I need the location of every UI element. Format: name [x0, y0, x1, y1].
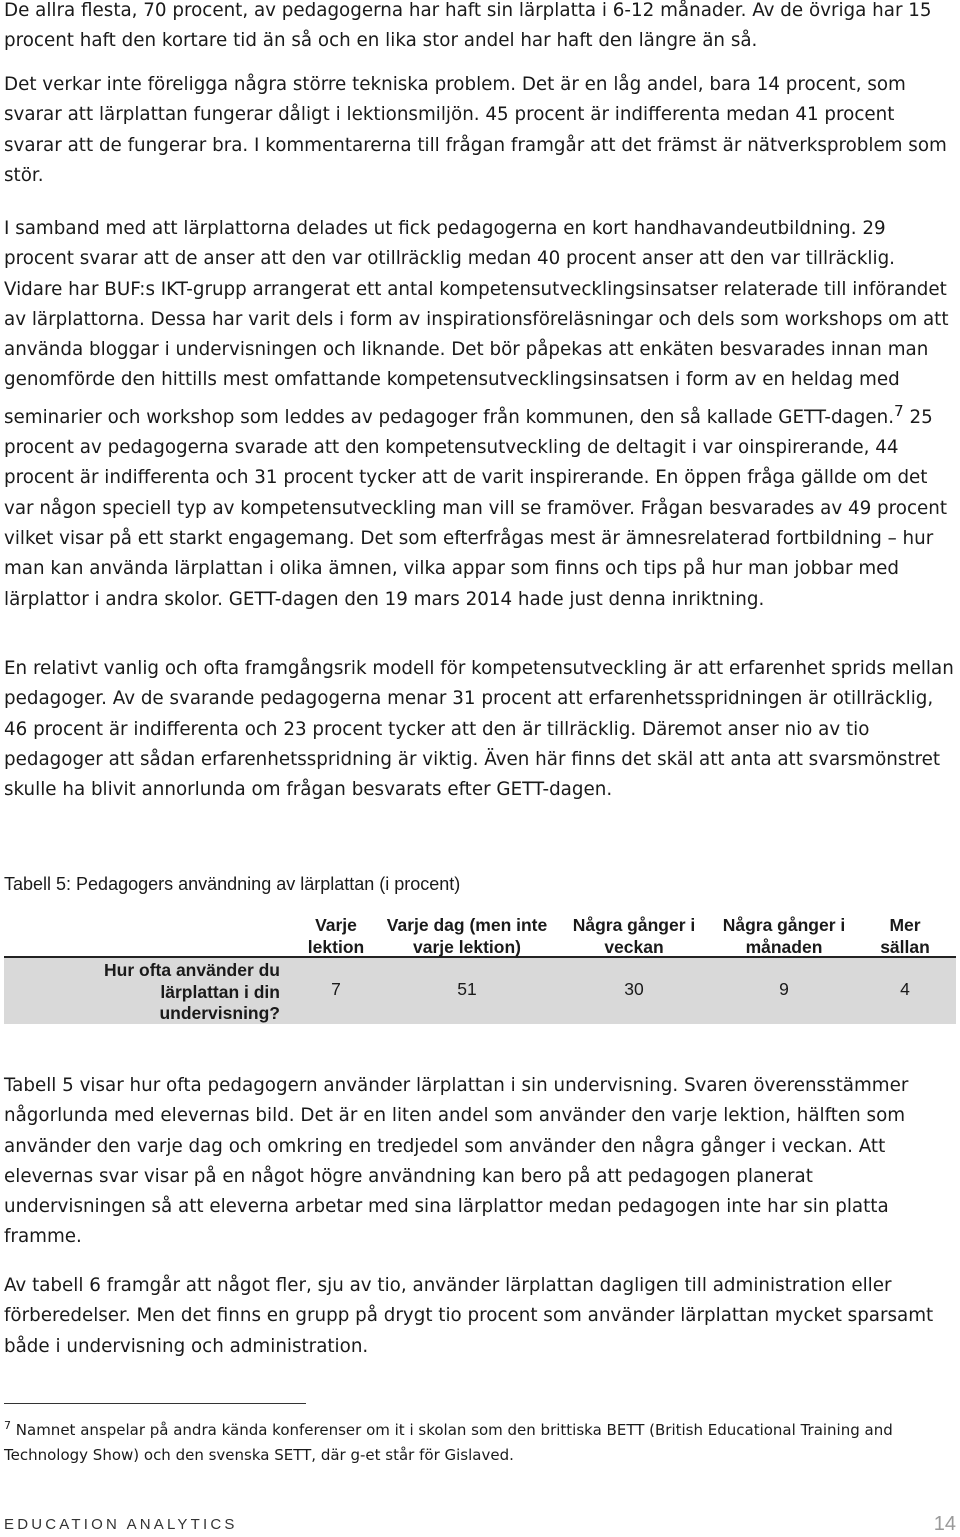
value-cell: 4	[900, 979, 910, 999]
usage-table	[4, 912, 956, 1024]
paragraph-1: De allra flesta, 70 procent, av pedagogerna har haft sin lärplatta i 6-12 månader. Av de övriga har 15 procent haft den kortare tid än så och en lika stor andel har haft den längre än så.	[4, 0, 932, 52]
paragraph-4: En relativt vanlig och ofta framgångsrik modell för kompetensutveckling är att erfarenhet sprids mellan pedagoger. Av de svarande pedagogerna menar 31 procent att erfarenhetsspridningen är otillräcklig, 46 procent är indifferenta och 23 procent tycker att den är tillräcklig. Däremot anser nio av tio pedagoger att sådan erfarenhetsspridning är viktig. Även här finns det skäl att anta att svarsmönstret skulle ha blivit annorlunda om frågan besvarats efter GETT-dagen.	[4, 658, 954, 801]
paragraph-3-part-1: I samband med att lärplattorna delades ut fick pedagogerna en kort handhavandeutbildning. 29 procent svarar att de anser att den var otillräcklig medan 40 procent anser att den var tillräcklig. Vidare har BUF:s IKT-grupp arrangerat ett antal kompetensutvecklingsinsatser relaterade till införandet av lärplattorna. Dessa har varit dels i form av inspirationsföreläsningar och dels som workshops om att använda bloggar i undervisningen och liknande. Det bör påpekas att enkäten besvarades innan man genomförde den hittills mest omfattande kompetensutvecklingsinsatsen i form av en heldag med seminarier och workshop som leddes av pedagoger från kommunen, den så kallade GETT-dagen.	[4, 218, 949, 428]
header-cell: Varje lektion	[307, 915, 365, 957]
value-cell: 30	[624, 979, 644, 999]
value-cell: 51	[457, 979, 477, 999]
footnote-number: 7	[4, 1419, 11, 1432]
footnote-text: Namnet anspelar på andra kända konferenser om it i skolan som den brittiska BETT (British Educational Training and Technology Show) och den svenska SETT, där g-et står för Gislaved.	[4, 1421, 893, 1464]
header-cell: Varje dag (men inte varje lektion)	[386, 915, 548, 957]
paragraph-3-part-2: 25 procent av pedagogerna svarade att den kompetensutveckling de deltagit i var oinspirerande, 44 procent är indifferenta och 31 procent tycker att de varit inspirerande. En öppen fråga gällde om det var någon speciell typ av kompetensutveckling man vill se framöver. Frågan besvarades av 49 procent vilket visar på ett starkt engagemang. Det som efterfrågas mest är ämnesrelaterad fortbildning – hur man kan använda lärplattan i olika ämnen, vilka appar som finns och tips på hur man jobbar med lärplattor i andra skolor. GETT-dagen den 19 mars 2014 hade just denna inriktning.	[4, 406, 948, 610]
value-cell: 9	[779, 979, 789, 999]
footer-brand: EDUCATION ANALYTICS	[4, 1516, 238, 1533]
value-cell: 7	[331, 979, 341, 999]
paragraph-5: Tabell 5 visar hur ofta pedagogern använder lärplattan i sin undervisning. Svaren överensstämmer någorlunda med elevernas bild. Det är en liten andel som använder den varje lektion, hälften som använder den varje dag och omkring en tredjedel som använder den några gånger i veckan. Att elevernas svar visar på en något högre användning kan bero på att pedagogen planerat undervisningen så att eleverna arbetar med sina lärplattor medan pedagogen inte har sin platta framme.	[4, 1075, 909, 1248]
table-row	[4, 958, 956, 1024]
header-cell: Mer sällan	[880, 915, 930, 957]
paragraph-6: Av tabell 6 framgår att något fler, sju av tio, använder lärplattan dagligen till administration eller förberedelser. Men det finns en grupp på drygt tio procent som använder lärplattan mycket sparsamt både i undervisning och administration.	[4, 1275, 934, 1357]
footnote	[4, 1418, 956, 1468]
table-header-row	[4, 912, 956, 958]
row-label: Hur ofta använder du lärplattan i din undervisning?	[104, 960, 280, 1023]
page-number: 14	[933, 1513, 956, 1535]
table-caption: Tabell 5: Pedagogers användning av lärplattan (i procent)	[4, 874, 461, 894]
paragraph-3	[4, 214, 956, 615]
footnote-divider	[4, 1403, 306, 1404]
header-cell: Några gånger i veckan	[572, 915, 696, 957]
footnote-reference: 7	[894, 401, 904, 420]
paragraph-2: Det verkar inte föreligga några större tekniska problem. Det är en låg andel, bara 14 procent, som svarar att lärplattan fungerar dåligt i lektionsmiljön. 45 procent är indifferenta medan 41 procent svarar att de fungerar bra. I kommentarerna till frågan framgår att det främst är nätverksproblem som stör.	[4, 74, 947, 186]
header-cell: Några gånger i månaden	[722, 915, 846, 957]
